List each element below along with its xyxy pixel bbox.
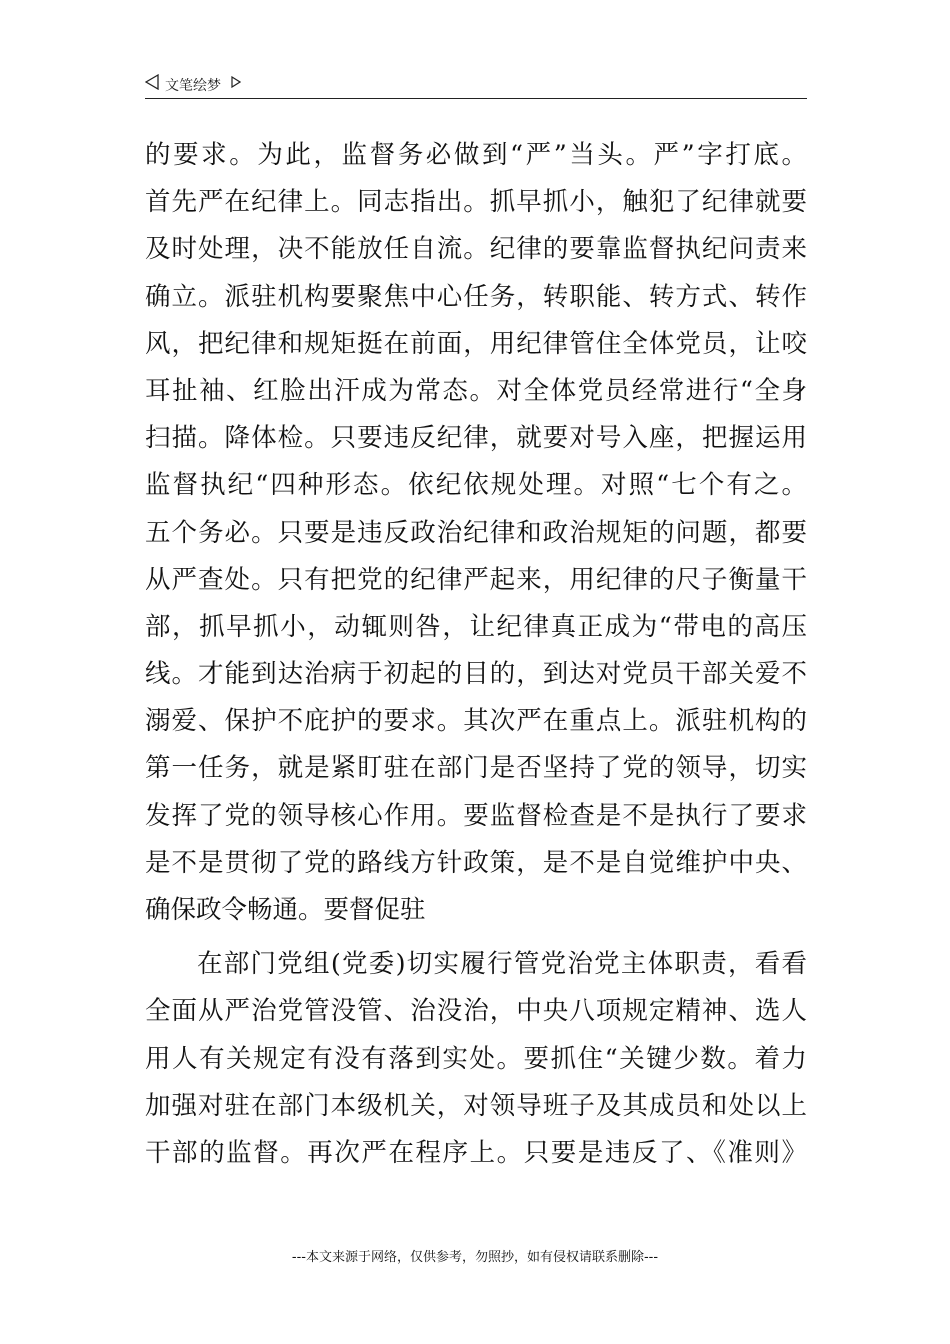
text-line: 耳扯袖、红脸出汗成为常态。对全体党员经常进行“全身 bbox=[145, 375, 807, 406]
text-line: 首先严在纪律上。同志指出。抓早抓小，触犯了纪律就要 bbox=[145, 187, 807, 218]
text-line: 是不是贯彻了党的路线方针政策，是不是自觉维护中央、 bbox=[145, 847, 807, 878]
text-line: 确保政令畅通。要督促驻 bbox=[145, 895, 426, 925]
text-line: 加强对驻在部门本级机关，对领导班子及其成员和处以上 bbox=[145, 1090, 807, 1121]
text-line: 用人有关规定有没有落到实处。要抓住“关键少数。着力 bbox=[145, 1043, 807, 1074]
text-line: 第一任务，就是紧盯驻在部门是否坚持了党的领导，切实 bbox=[145, 753, 807, 784]
text-line: 的要求。为此，监督务必做到“严”当头。严”字打底。 bbox=[145, 140, 807, 170]
text-line: 溺爱、保护不庇护的要求。其次严在重点上。派驻机构的 bbox=[145, 706, 807, 737]
header-title: 文笔绘梦 bbox=[165, 78, 221, 94]
body-text bbox=[145, 132, 807, 1177]
text-line: 五个务必。只要是违反政治纪律和政治规矩的问题，都要 bbox=[145, 517, 807, 548]
text-line: 线。才能到达治病于初起的目的，到达对党员干部关爱不 bbox=[145, 659, 807, 690]
text-line: 监督执纪“四种形态。依纪依规处理。对照“七个有之。 bbox=[145, 470, 807, 501]
text-line: 部，抓早抓小，动辄则咎，让纪律真正成为“带电的高压 bbox=[145, 611, 807, 642]
page-header bbox=[145, 70, 807, 99]
triangle-left-icon bbox=[145, 74, 159, 90]
text-line: 干部的监督。再次严在程序上。只要是违反了、《准则》 bbox=[145, 1137, 807, 1168]
text-line: 确立。派驻机构要聚焦中心任务，转职能、转方式、转作 bbox=[145, 281, 807, 312]
text-line: 从严查处。只有把党的纪律严起来，用纪律的尺子衡量干 bbox=[145, 564, 807, 595]
text-line: 全面从严治党管没管、治没治，中央八项规定精神、选人 bbox=[145, 996, 807, 1027]
text-line: 风，把纪律和规矩挺在前面，用纪律管住全体党员，让咬 bbox=[145, 328, 807, 359]
triangle-right-icon bbox=[231, 76, 241, 88]
text-line: 扫描。降体检。只要违反纪律，就要对号入座，把握运用 bbox=[145, 423, 807, 454]
text-line: 及时处理，决不能放任自流。纪律的要靠监督执纪问责来 bbox=[145, 234, 807, 265]
paragraph-first-line: 在部门党组(党委)切实履行管党治党主体职责，看看 bbox=[197, 949, 807, 980]
footer-disclaimer: ---本文来源于网络，仅供参考，勿照抄，如有侵权请联系删除--- bbox=[291, 1250, 659, 1265]
text-line: 发挥了党的领导核心作用。要监督检查是不是执行了要求 bbox=[145, 800, 807, 831]
